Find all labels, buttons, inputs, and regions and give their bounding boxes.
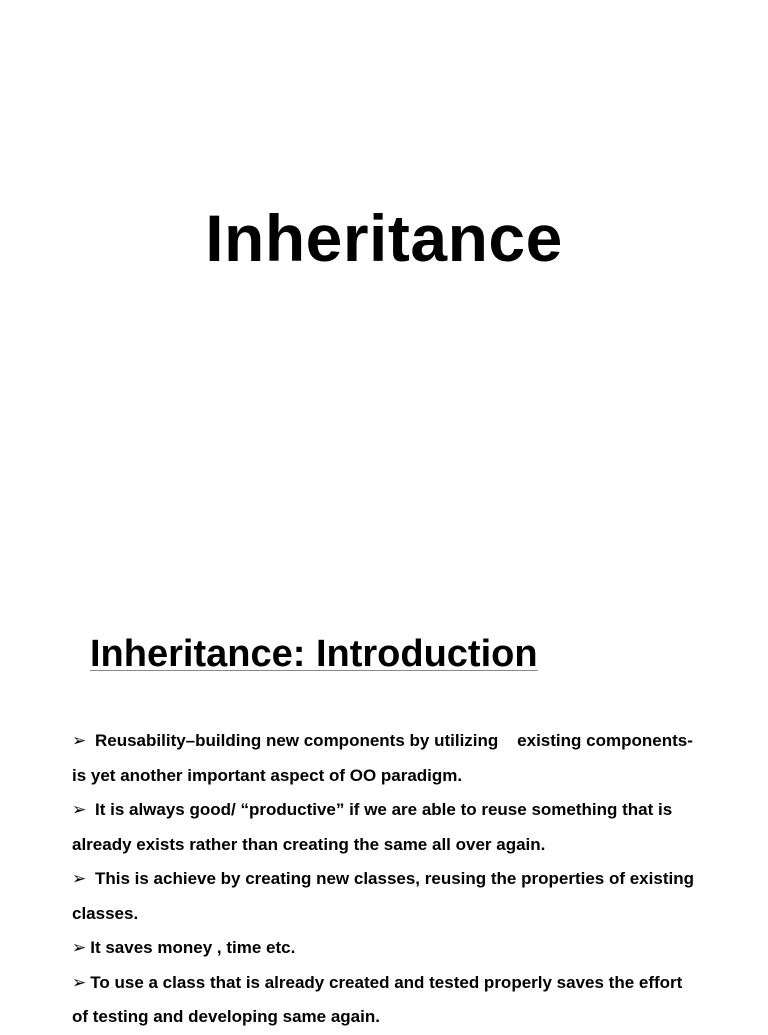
arrow-bullet-icon: ➢: [72, 800, 87, 819]
arrow-bullet-icon: ➢: [72, 869, 87, 888]
bullet-item: [72, 931, 702, 966]
bullet-item: [72, 862, 702, 931]
bullet-text: This is achieve by creating new classes, reusing the properties of existing classes.: [72, 869, 694, 923]
arrow-bullet-icon: ➢: [72, 938, 87, 957]
bullet-text: Reusability–building new components by utilizing existing components- is yet another important aspect of OO paradigm.: [72, 731, 698, 785]
bullet-text: It saves money , time etc.: [90, 938, 296, 957]
section-heading: Inheritance: Introduction: [90, 633, 538, 675]
bullet-item: [72, 724, 702, 793]
bullet-text: To use a class that is already created and tested properly saves the effort of testing and developing same again.: [72, 972, 683, 1026]
bullet-text: It is always good/ “productive” if we are able to reuse something that is already exists rather than creating the same all over again.: [72, 800, 673, 854]
arrow-bullet-icon: ➢: [72, 731, 87, 750]
bullet-list: [72, 724, 702, 1035]
slide-title: Inheritance: [205, 201, 563, 275]
arrow-bullet-icon: ➢: [72, 972, 87, 992]
bullet-item: [72, 793, 702, 862]
bullet-item: [72, 966, 702, 1035]
